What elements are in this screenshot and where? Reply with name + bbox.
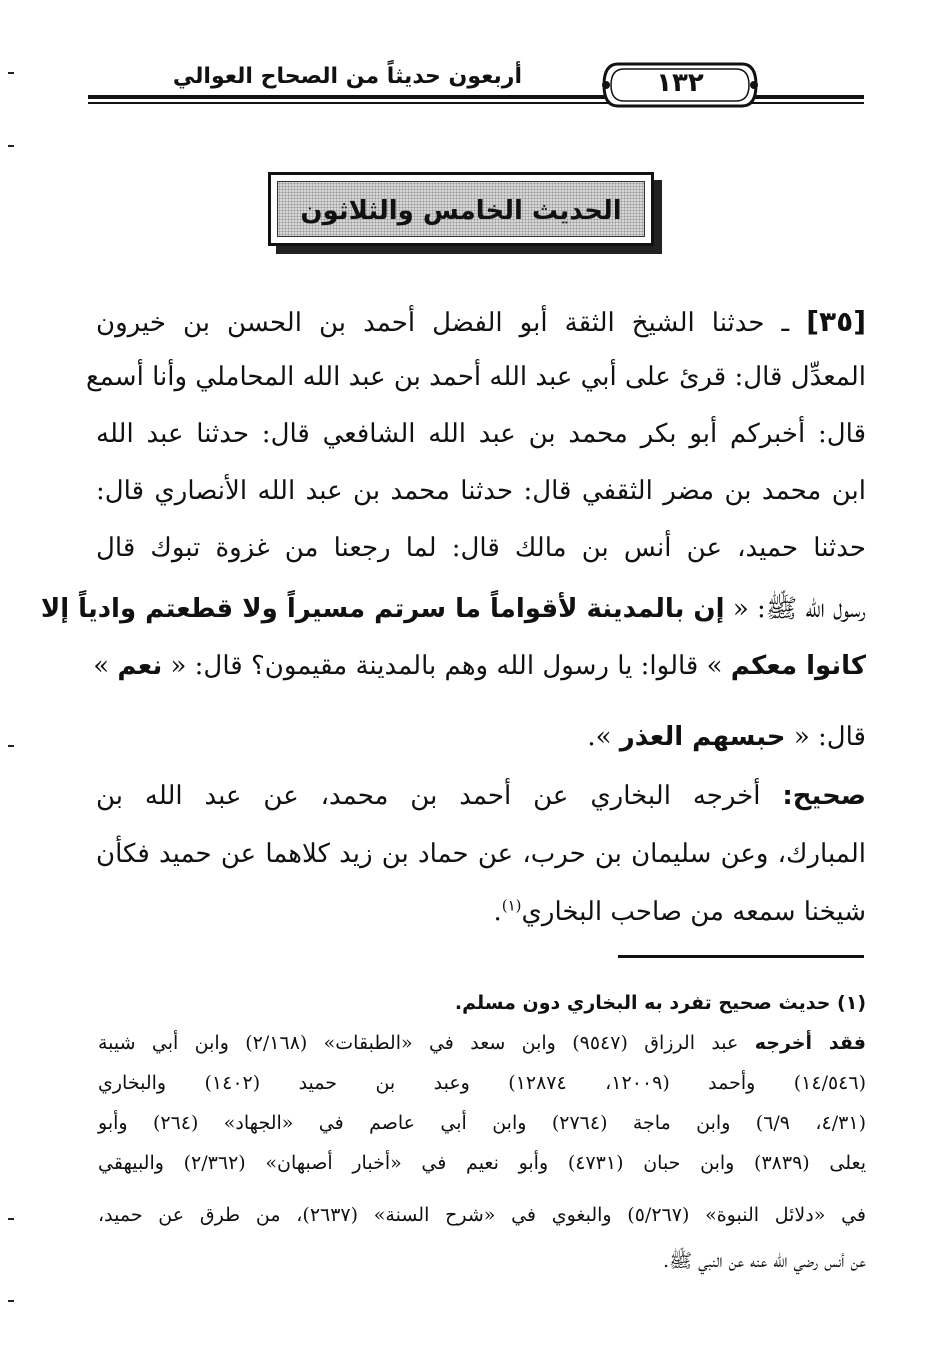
body-line: حدثنا حميد، عن أنس بن مالك قال: لما رجعنا من غزوة تبوك قال bbox=[96, 533, 866, 563]
body-line bbox=[40, 589, 866, 629]
body-text: ـ حدثنا الشيخ الثقة أبو الفضل أحمد بن الحسن بن خيرون bbox=[96, 308, 790, 338]
footnote-text: عبد الرزاق (٩٥٤٧) وابن سعد في «الطبقات» (٢/١٦٨) وابن أبي شيبة bbox=[98, 1032, 739, 1054]
body-line bbox=[96, 776, 866, 816]
body-text: رسول الله ﷺ: « bbox=[732, 594, 866, 624]
body-text: ». bbox=[587, 722, 612, 752]
body-line: المبارك، وعن سليمان بن حرب، عن حماد بن زيد كلاهما عن حميد فكأن bbox=[96, 839, 866, 869]
scan-mark bbox=[8, 745, 14, 747]
body-line bbox=[96, 717, 866, 757]
footnote-line: يعلى (٣٨٣٩) وابن حبان (٤٧٣١) وأبو نعيم في «أخبار أصبهان» (٢/٣٦٢) والبيهقي bbox=[98, 1152, 866, 1174]
chapter-title: الحديث الخامس والثلاثون bbox=[300, 196, 622, 226]
body-line bbox=[96, 302, 866, 343]
grade-label: صحيح: bbox=[782, 781, 867, 811]
footnote-separator bbox=[618, 955, 864, 958]
title-box-pattern bbox=[277, 181, 645, 237]
body-text: » قالوا: يا رسول الله وهم بالمدينة مقيمون؟ قال: « bbox=[170, 651, 723, 681]
hadith-text-bold: حبسهم العذر bbox=[619, 722, 786, 752]
scan-mark bbox=[8, 145, 14, 147]
footnote-line bbox=[98, 988, 866, 1018]
footnote-line: (٤/٣١، ٦/٩) وابن ماجة (٢٧٦٤) وابن أبي عاصم في «الجهاد» (٢٦٤) وأبو bbox=[98, 1112, 866, 1134]
hadith-text-bold: كانوا معكم bbox=[730, 651, 866, 681]
footnote-line bbox=[98, 1028, 866, 1058]
running-header-title: أربعون حديثاً من الصحاح العوالي bbox=[172, 64, 522, 89]
body-text: شيخنا سمعه من صاحب البخاري bbox=[521, 897, 866, 927]
footnote-line: في «دلائل النبوة» (٥/٢٦٧) والبغوي في «شرح السنة» (٢٦٣٧)، من طرق عن حميد، bbox=[98, 1204, 866, 1226]
footnote-heading: (١) حديث صحيح تفرد به البخاري دون مسلم. bbox=[454, 992, 866, 1014]
hadith-text-bold: إن بالمدينة لأقواماً ما سرتم مسيراً ولا قطعتم وادياً إلا bbox=[40, 594, 725, 624]
scan-mark bbox=[8, 72, 14, 74]
body-line bbox=[93, 646, 866, 686]
body-text: أخرجه البخاري عن أحمد بن محمد، عن عبد الله بن bbox=[96, 781, 761, 811]
footnote-line: (١٤/٥٤٦) وأحمد (١٢٠٠٩، ١٢٨٧٤) وعبد بن حميد (١٤٠٢) والبخاري bbox=[98, 1072, 867, 1094]
body-text: » bbox=[93, 651, 110, 681]
page-number-badge bbox=[600, 60, 760, 110]
scan-mark bbox=[8, 1218, 14, 1220]
footnote-reference: (١) bbox=[501, 896, 522, 915]
body-line: المعدِّل قال: قرئ على أبي عبد الله أحمد بن عبد الله المحاملي وأنا أسمع bbox=[85, 362, 866, 392]
body-text: قال: « bbox=[793, 722, 866, 752]
body-line: ابن محمد بن مضر الثقفي قال: حدثنا محمد بن عبد الله الأنصاري قال: bbox=[96, 476, 866, 506]
footnote-bold: فقد أخرجه bbox=[754, 1032, 866, 1054]
footnote-line: عن أنس رضي الله عنه عن النبي ﷺ. bbox=[663, 1250, 866, 1272]
chapter-title-box bbox=[268, 172, 654, 246]
scan-mark bbox=[8, 1300, 14, 1302]
hadith-text-bold: نعم bbox=[117, 651, 163, 681]
body-line bbox=[96, 892, 866, 932]
body-line: قال: أخبركم أبو بكر محمد بن عبد الله الشافعي قال: حدثنا عبد الله bbox=[96, 419, 866, 449]
body-text: . bbox=[493, 897, 502, 927]
page-number: ١٣٢ bbox=[656, 68, 704, 98]
hadith-number: [٣٥] bbox=[806, 305, 867, 338]
